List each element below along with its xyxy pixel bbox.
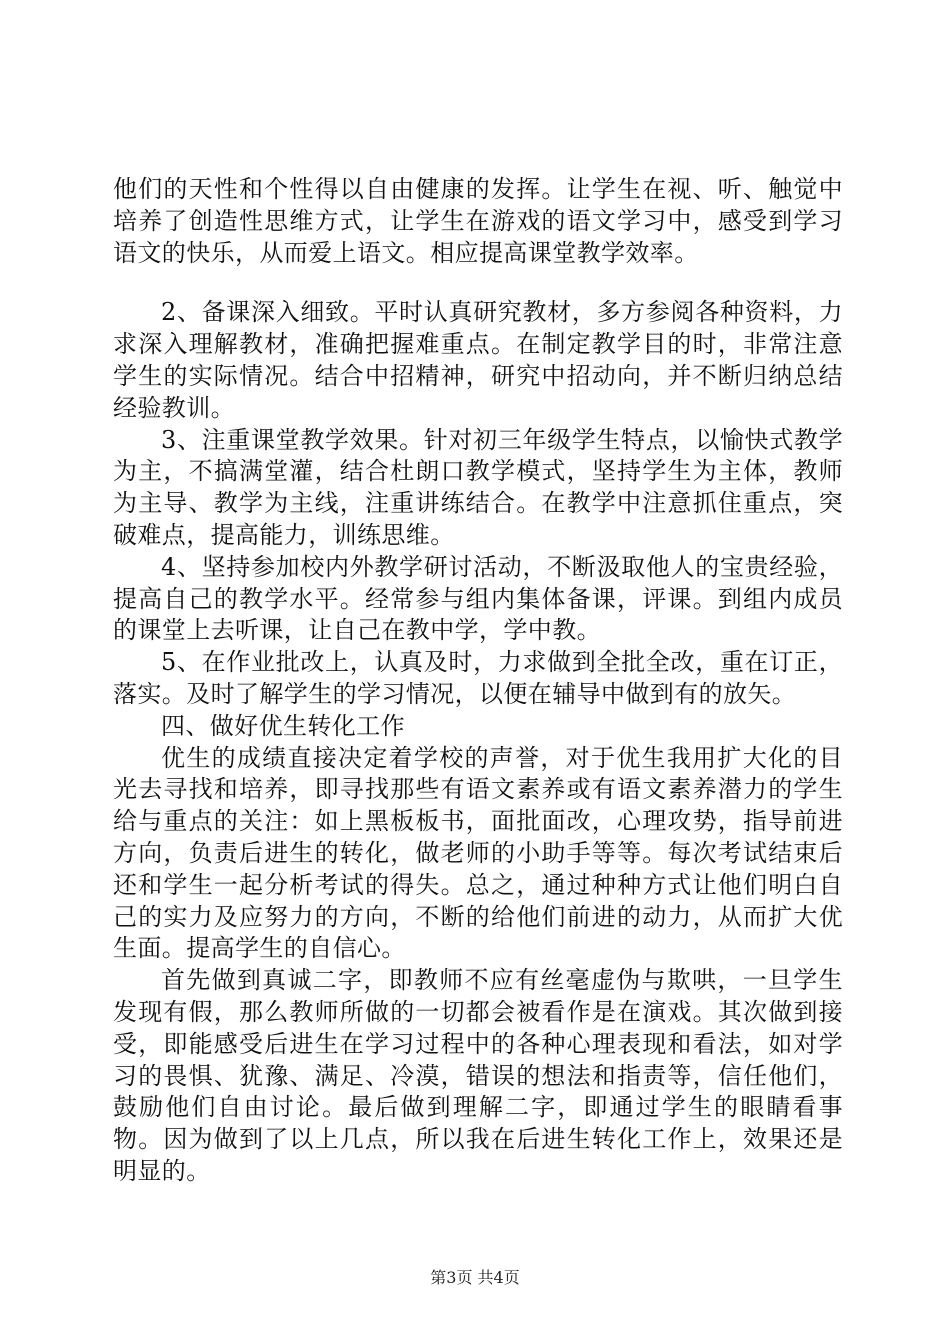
paragraph-lesson-prep: 2、备课深入细致。平时认真研究教材，多方参阅各种资料，力求深入理解教材，准确把握难重点。在制定教学目的时，非常注意学生的实际情况。结合中招精神，研究中招动向，并不断归纳总结经验教训。 — [113, 298, 843, 422]
section-heading: 四、做好优生转化工作 — [161, 711, 405, 740]
paragraph-top-students: 优生的成绩直接决定着学校的声誉，对于优生我用扩大化的目光去寻找和培养，即寻找那些有语文素养或有语文素养潜力的学生给与重点的关注：如上黑板板书，面批面改，心理攻势，指导前进方向，负责后进生的转化，做老师的小助手等等。每次考试结束后还和学生一起分析考试的得失。总之，通过种种方式让他们明白自己的实力及应努力的方向，不断的给他们前进的动力，从而扩大优生面。提高学生的自信心。 — [113, 743, 843, 963]
paragraph-homework-correction: 5、在作业批改上，认真及时，力求做到全批全改，重在订正，落实。及时了解学生的学习情况，以便在辅导中做到有的放矢。 — [113, 648, 843, 708]
paragraph-continued: 他们的天性和个性得以自由健康的发挥。让学生在视、听、触觉中培养了创造性思维方式，让学生在游戏的语文学习中，感受到学习语文的快乐，从而爱上语文。相应提高课堂教学效率。 — [113, 175, 843, 267]
paragraph-struggling-students: 首先做到真诚二字，即教师不应有丝毫虚伪与欺哄，一旦学生发现有假，那么教师所做的一切都会被看作是在演戏。其次做到接受，即能感受后进生在学习过程中的各种心理表现和看法，如对学习的畏惧、犹豫、满足、冷漠，错误的想法和指责等，信任他们，鼓励他们自由讨论。最后做到理解二字，即通过学生的眼睛看事物。因为做到了以上几点，所以我在后进生转化工作上，效果还是明显的。 — [113, 966, 843, 1185]
paragraph-classroom-effect: 3、注重课堂教学效果。针对初三年级学生特点，以愉快式教学为主，不搞满堂灌，结合杜朗口教学模式，坚持学生为主体，教师为主导、教学为主线，注重讲练结合。在教学中注意抓住重点，突破难点，提高能力，训练思维。 — [113, 425, 843, 549]
page-footer: 第3页 共4页 — [430, 1268, 520, 1287]
document-body — [113, 174, 843, 1188]
paragraph-teaching-research: 4、坚持参加校内外教学研讨活动，不断汲取他人的宝贵经验，提高自己的教学水平。经常参与组内集体备课，评课。到组内成员的课堂上去听课，让自己在教中学，学中教。 — [113, 552, 843, 645]
paragraph-gap — [113, 269, 843, 297]
